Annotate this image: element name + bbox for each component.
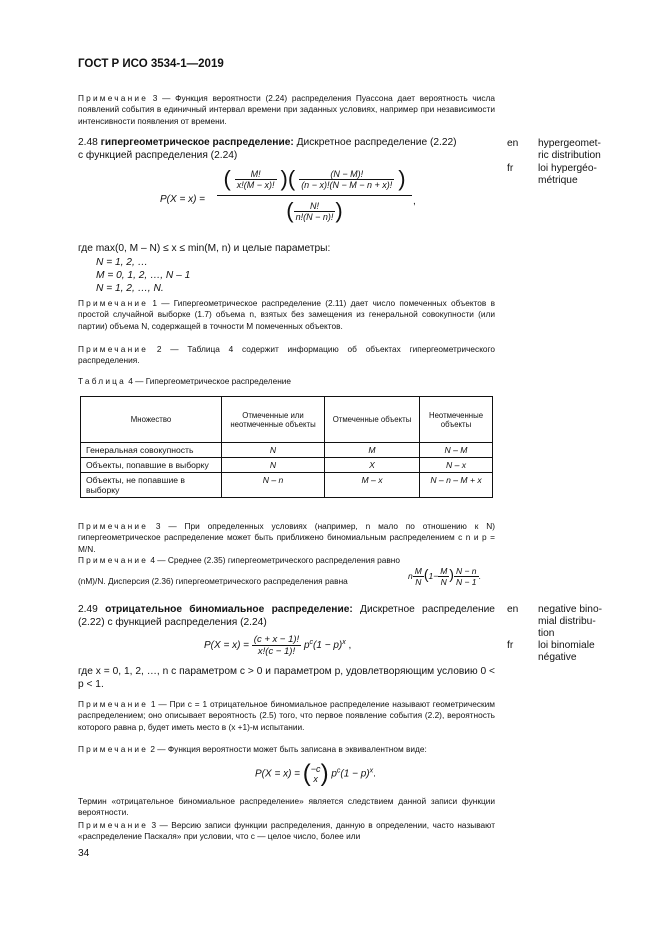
fr-term: loi hypergéo- métrique	[538, 163, 597, 187]
note-3-table: Примечание 3 — При определенных условиях (например, n мало по отношению к N) гипергеометрическое распределение может быть приближено биномиальным распределением с n и p = M/N.	[78, 521, 495, 554]
lang-fr-label: fr	[507, 640, 514, 651]
col-unmarked: Неотмеченные объекты	[420, 397, 493, 443]
page-number: 34	[78, 848, 90, 859]
page-header: ГОСТ Р ИСО 3534-1—2019	[78, 58, 224, 70]
lang-fr-label: fr	[507, 163, 514, 174]
note-label: Примечание	[78, 93, 149, 103]
note-2-2-49: Примечание 2 — Функция вероятности может быть записана в эквивалентном виде:	[78, 744, 427, 754]
note-1-2-48: Примечание 1 — Гипергеометрическое распределение (2.11) дает число помеченных объектов в простой случайной выборке (1.7) объема n, взятых без замещения из генеральной совокупности (или партии) объема N, содержащей в точности M помеченных объектов.	[78, 298, 496, 331]
note-4-table: Примечание 4 — Среднее (2.35) гипергеометрического распределения равно	[78, 555, 400, 565]
definition: Дискретное распределение (2.22)	[296, 137, 457, 148]
en-term: negative bino- mial distribu- tion	[538, 604, 603, 640]
note-4-table-cont: (nM)/N. Дисперсия (2.36) гипергеометрического распределения равна	[78, 576, 348, 586]
note-3-2-49: Примечание 3 — Версию записи функции распределения, данную в определении, часто называют «распределение Паскаля» при условии, что c — целое число, более или	[78, 820, 495, 842]
param-1: N = 1, 2, …	[96, 257, 148, 268]
definition-2: с функцией распределения (2.24)	[78, 150, 238, 162]
table-4	[80, 396, 493, 498]
section-number: 2.48	[78, 137, 98, 148]
term: гипергеометрическое распределение:	[100, 137, 294, 148]
table-row: Объекты, попавшие в выборку N X N – x	[81, 458, 493, 473]
lang-en-label: en	[507, 138, 519, 149]
note-1-2-49: Примечание 1 — При c = 1 отрицательное биномиальное распределение называют геометрическим распределением; оно описывает вероятность (2.5) того, что первое появление события (2.2), вероятность которого равна p, будет иметь место в (x +1)-м испытании.	[78, 699, 495, 732]
where-clause: где max(0, M – N) ≤ x ≤ min(M, n) и целые параметры:	[78, 243, 331, 254]
col-all: Отмеченные или неотмеченные объекты	[222, 397, 325, 443]
formula-variance: n $\frac{M}{N}$ (1− $\frac{M}{N}$ ) $\frac{N - n}{N - 1}$ .	[408, 566, 481, 588]
formula-equivalent: P(X = x) = ( −c x ) $p^c(1 - p)^x$.	[255, 760, 376, 787]
table-row: Генеральная совокупность N M N – M	[81, 443, 493, 458]
param-3: N = 1, 2, …, N.	[96, 283, 164, 294]
where-clause-2-49: где x = 0, 1, 2, …, n с параметром c > 0 и параметром p, удовлетворяющим условию 0 < p < 1.	[78, 666, 495, 691]
note-2-2-48: Примечание 2 — Таблица 4 содержит информацию об объектах гипергеометрического распределения.	[78, 344, 495, 366]
section-2-49: 2.49 отрицательное биномиальное распределение: Дискретное распределение (2.22) с функцией распределения (2.24)	[78, 604, 495, 629]
section-2-48	[78, 136, 495, 163]
formula-hypergeometric: P(X = x) = ( $\frac{M!}{x!(M - x)!}$ )( $\frac{(N - M)!}{(n - x)!(N - M - n + x)!}$ ) ( $\frac{N!}{n!(N - n)!}$ ) ,	[160, 166, 416, 223]
col-marked: Отмеченные объекты	[325, 397, 420, 443]
table-row: Объекты, не попавшие в выборку N – n M – x N – n – M + x	[81, 473, 493, 498]
table-caption: Таблица 4 — Гипергеометрическое распределение	[78, 376, 292, 386]
fr-term: loi binomiale négative	[538, 640, 595, 664]
param-2: M = 0, 1, 2, …, N – 1	[96, 270, 191, 281]
lang-en-label: en	[507, 604, 519, 615]
term-note: Термин «отрицательное биномиальное распределение» является следствием данной записи функции вероятности.	[78, 796, 495, 818]
note-poisson	[78, 93, 495, 127]
table-header-row	[81, 397, 493, 443]
note-text: 3 — Функция вероятности (2.24) распределения Пуассона дает вероятность числа появлений события в единичный интервал времени при заданных условиях, например при независимости интенсивности появления от времени.	[78, 93, 495, 126]
formula-negative-binomial: P(X = x) = $\frac{(c + x - 1)!}{x!(c - 1)!}$ $p^c(1 - p)^x$ ,	[204, 634, 352, 657]
col-set: Множество	[81, 397, 222, 443]
en-term: hypergeomet- ric distribution	[538, 138, 601, 162]
